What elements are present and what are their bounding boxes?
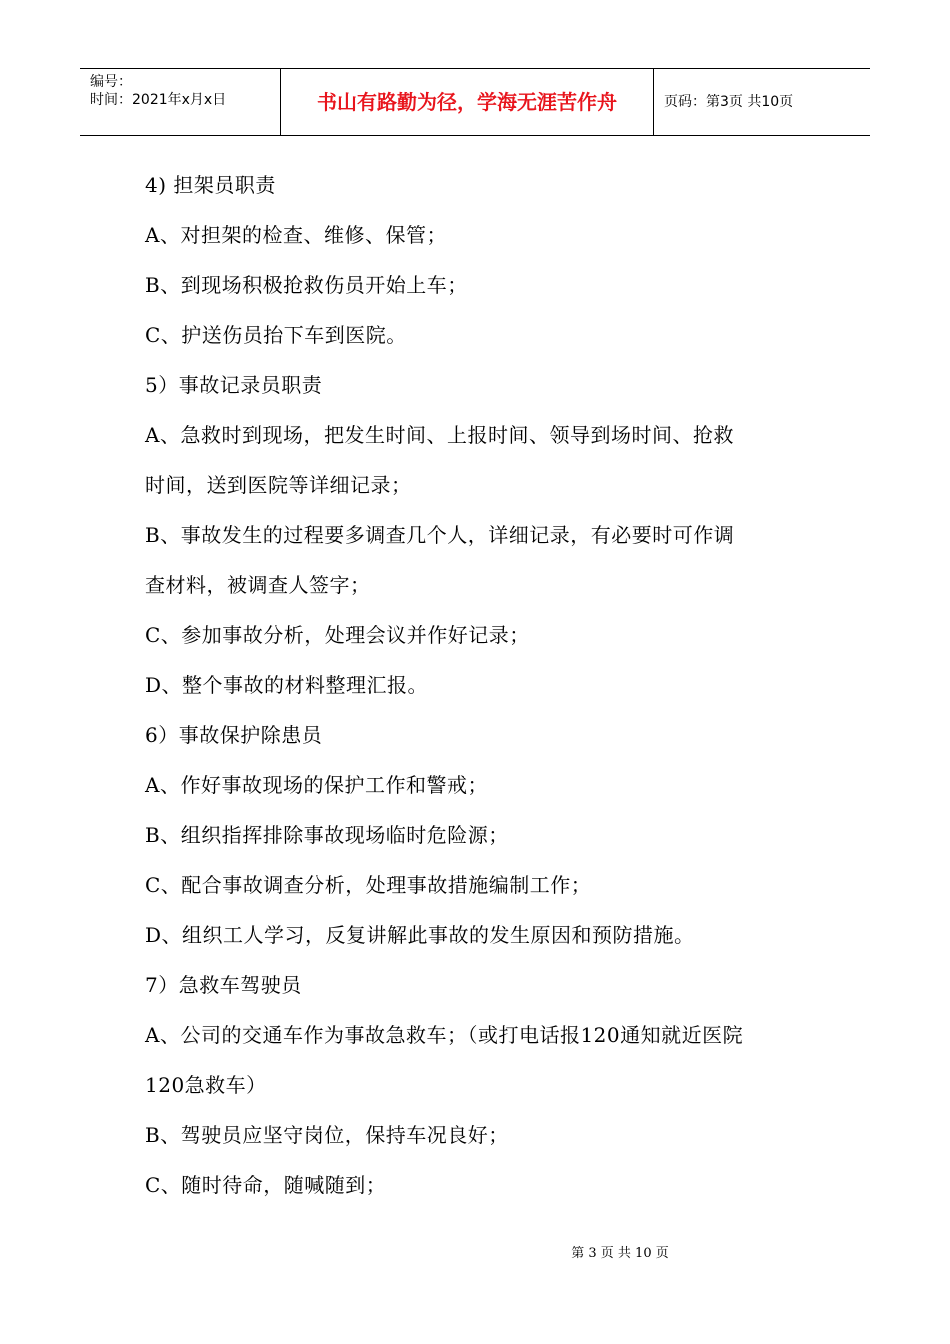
- paragraph-line: B、事故发生的过程要多调查几个人，详细记录，有必要时可作调: [145, 523, 735, 547]
- paragraph-line: 时间，送到医院等详细记录；: [145, 473, 412, 497]
- page-footer: 第 3 页 共 10 页: [571, 1246, 669, 1261]
- section-heading-driver: 7）急救车驾驶员: [145, 973, 302, 997]
- paragraph-line: C、参加事故分析，处理会议并作好记录；: [145, 623, 530, 647]
- paragraph-line: C、随时待命，随喊随到；: [145, 1173, 387, 1197]
- paragraph-line: 查材料，被调查人签字；: [145, 573, 371, 597]
- document-number-label: 编号：: [90, 74, 132, 90]
- paragraph-line: B、组织指挥排除事故现场临时危险源；: [145, 823, 509, 847]
- paragraph-line: B、驾驶员应坚守岗位，保持车况良好；: [145, 1123, 509, 1147]
- paragraph-line: B、到现场积极抢救伤员开始上车；: [145, 273, 468, 297]
- paragraph-line: A、急救时到现场，把发生时间、上报时间、领导到场时间、抢救: [145, 423, 734, 447]
- paragraph-line: D、组织工人学习，反复讲解此事故的发生原因和预防措施。: [145, 923, 695, 947]
- section-heading-recorder: 5）事故记录员职责: [145, 373, 323, 397]
- section-heading-stretcher: 4) 担架员职责: [145, 173, 276, 197]
- paragraph-line: A、公司的交通车作为事故急救车；（或打电话报120通知就近医院: [145, 1023, 744, 1047]
- document-date: 时间：2021年x月x日: [90, 92, 227, 108]
- header-meta: [80, 69, 281, 135]
- header-motto: 书山有路勤为径，学海无涯苦作舟: [281, 69, 654, 135]
- paragraph-line: D、整个事故的材料整理汇报。: [145, 673, 429, 697]
- header-page-info: 页码：第3页 共10页: [664, 94, 794, 110]
- paragraph-line: A、作好事故现场的保护工作和警戒；: [145, 773, 488, 797]
- paragraph-line: 120急救车）: [145, 1073, 267, 1097]
- page-header: [80, 68, 870, 136]
- paragraph-line: C、护送伤员抬下车到医院。: [145, 323, 407, 347]
- paragraph-line: A、对担架的检查、维修、保管；: [145, 223, 447, 247]
- document-body: [145, 160, 815, 1210]
- paragraph-line: C、配合事故调查分析，处理事故措施编制工作；: [145, 873, 592, 897]
- section-heading-protection: 6）事故保护除患员: [145, 723, 323, 747]
